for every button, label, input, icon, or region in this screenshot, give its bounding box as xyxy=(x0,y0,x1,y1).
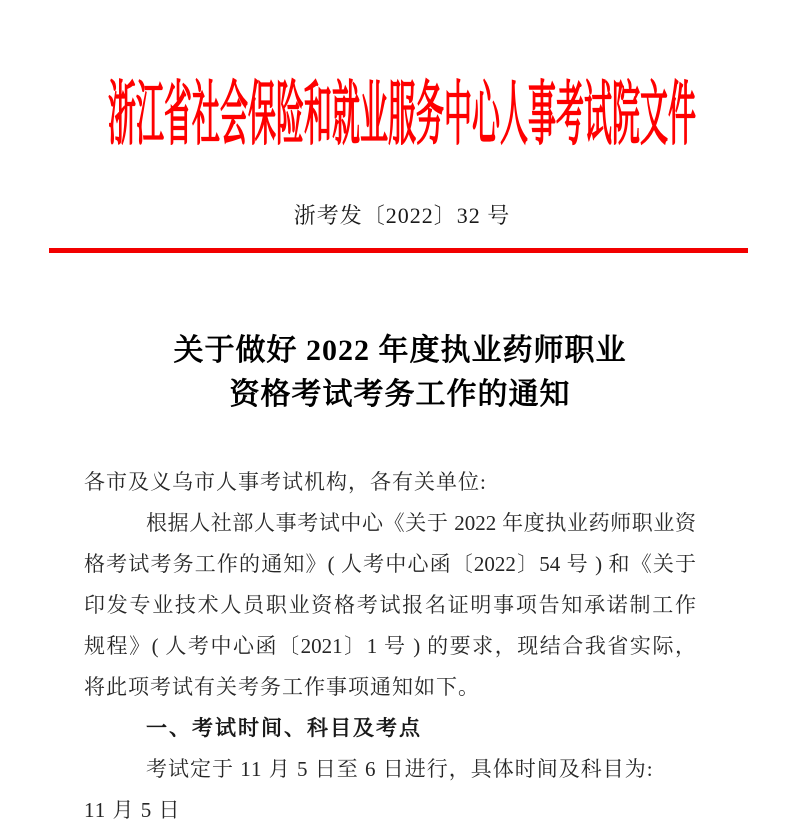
date-line: 11 月 5 日 xyxy=(84,798,181,822)
doc-number: 浙考发〔2022〕32 号 xyxy=(293,203,511,228)
document-title-line-2: 资格考试考务工作的通知 xyxy=(229,378,571,411)
body-line: 考试定于 11 月 5 日至 6 日进行，具体时间及科目为: xyxy=(146,757,654,781)
body-line: 根据人社部人事考试中心《关于 2022 年度执业药师职业资 xyxy=(146,511,696,535)
salutation-line: 各市及义乌市人事考试机构，各有关单位: xyxy=(84,470,487,494)
document-body xyxy=(84,462,696,831)
issuer-title: 浙江省社会保险和就业服务中心人事考试院文件 xyxy=(108,77,696,154)
document-title xyxy=(6,329,788,417)
issuer-banner xyxy=(0,76,788,158)
body-line: 将此项考试有关考务工作事项通知如下。 xyxy=(84,675,480,699)
body-line: 格考试考务工作的通知》( 人考中心函〔2022〕54 号 ) 和《关于 xyxy=(84,552,696,576)
red-divider-line xyxy=(49,248,748,253)
document-title-line-1: 关于做好 2022 年度执业药师职业 xyxy=(173,334,627,367)
section-heading: 一、考试时间、科目及考点 xyxy=(146,717,422,740)
body-line: 规程》( 人考中心函〔2021〕1 号 ) 的要求，现结合我省实际， xyxy=(84,634,696,658)
body-line: 印发专业技术人员职业资格考试报名证明事项告知承诺制工作 xyxy=(84,593,696,617)
